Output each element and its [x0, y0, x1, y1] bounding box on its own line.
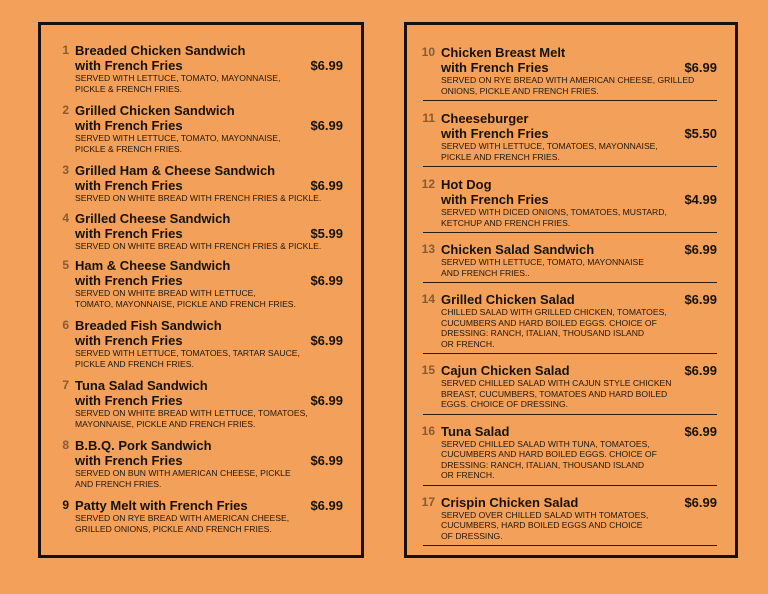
item-number: 17 [421, 494, 435, 509]
description-line: GRILLED ONIONS, PICKLE AND FRENCH FRIES. [75, 523, 272, 534]
item-titles [441, 424, 717, 439]
menu-item-header [423, 424, 717, 439]
item-name-line: Hot Dog [441, 177, 492, 192]
item-price: $5.50 [684, 126, 717, 141]
description-line: AND FRENCH FRIES. [75, 478, 162, 489]
menu-panel-right [404, 22, 738, 558]
item-price: $6.99 [310, 118, 343, 133]
item-name-line: Grilled Cheese Sandwich [75, 210, 231, 226]
item-name-line [441, 424, 717, 439]
item-price: $5.99 [310, 225, 343, 241]
item-number: 3 [62, 163, 69, 177]
item-price: $6.99 [684, 423, 717, 439]
description-line: PICKLE AND FRENCH FRIES. [75, 358, 194, 369]
menu-item-header [423, 45, 717, 75]
item-description [423, 75, 717, 96]
item-number: 10 [421, 45, 435, 59]
description-line: SERVED WITH DICED ONIONS, TOMATOES, MUSTARD, [441, 207, 667, 217]
item-description [57, 513, 343, 534]
description-line: SERVED WITH LETTUCE, TOMATO, MAYONNAISE, [75, 73, 281, 83]
item-name: Crispin Chicken Salad [441, 494, 579, 510]
item-description [423, 257, 717, 278]
menu-item [423, 363, 717, 415]
menu-item [57, 378, 343, 429]
item-name-line-2 [75, 453, 343, 468]
item-subtitle: with French Fries [441, 126, 549, 141]
item-titles [75, 498, 343, 513]
item-number: 4 [62, 210, 69, 225]
item-name-line-2 [75, 58, 343, 73]
item-number: 5 [62, 258, 69, 272]
item-description [57, 241, 343, 252]
item-name: Grilled Chicken Salad [441, 292, 575, 307]
item-description [423, 307, 717, 349]
item-name-line [441, 292, 717, 307]
item-name-line-2 [75, 118, 343, 133]
item-price: $6.99 [684, 292, 717, 307]
description-line: SERVED ON RYE BREAD WITH AMERICAN CHEESE, [75, 513, 290, 523]
item-number: 16 [421, 423, 435, 438]
item-titles [441, 111, 717, 141]
item-titles [75, 43, 343, 73]
item-name-line: Chicken Breast Melt [441, 45, 566, 60]
description-line: MAYONNAISE, PICKLE AND FRENCH FRIES. [75, 418, 256, 429]
item-number: 1 [62, 43, 69, 57]
item-description [423, 207, 717, 228]
item-name-line [441, 363, 717, 378]
item-number: 13 [421, 242, 435, 256]
menu-item [57, 211, 343, 252]
item-description [57, 468, 343, 489]
item-subtitle: with French Fries [75, 225, 183, 241]
description-line: DRESSING: RANCH, ITALIAN, THOUSAND ISLAND [441, 328, 645, 338]
description-line: DRESSING: RANCH, ITALIAN, THOUSAND ISLAND [441, 459, 645, 470]
item-titles [75, 103, 343, 133]
menu-item [57, 498, 343, 534]
description-line: PICKLE & FRENCH FRIES. [75, 83, 182, 94]
description-line: AND FRENCH FRIES.. [441, 267, 530, 278]
menu-item-header [57, 498, 343, 513]
item-number: 6 [62, 318, 69, 332]
item-name-line [441, 242, 717, 257]
item-price: $6.99 [310, 393, 343, 408]
menu-item-header [423, 111, 717, 141]
menu-item-header [423, 363, 717, 378]
item-number: 12 [421, 177, 435, 191]
description-line: CUCUMBERS AND HARD BOILED EGGS. CHOICE OF [441, 317, 657, 328]
item-name-line-2 [75, 178, 343, 193]
item-subtitle: with French Fries [75, 333, 183, 348]
item-titles [441, 45, 717, 75]
description-line: SERVED OVER CHILLED SALAD WITH TOMATOES, [441, 509, 649, 520]
description-line: SERVED ON WHITE BREAD WITH FRENCH FRIES & PICKLE. [75, 193, 322, 203]
item-name-line: Grilled Ham & Cheese Sandwich [75, 163, 276, 178]
item-description [57, 288, 343, 309]
item-number: 2 [62, 103, 69, 117]
item-price: $6.99 [310, 453, 343, 468]
item-description [423, 141, 717, 162]
menu-item [423, 177, 717, 233]
item-subtitle: with French Fries [441, 192, 549, 207]
description-line: ONIONS, PICKLE AND FRENCH FRIES. [441, 85, 599, 96]
menu-item [57, 43, 343, 94]
menu-item [57, 103, 343, 154]
item-price: $6.99 [310, 333, 343, 348]
item-name-line: Breaded Chicken Sandwich [75, 43, 246, 58]
item-name: Chicken Salad Sandwich [441, 242, 595, 257]
item-price: $6.99 [310, 178, 343, 193]
menu-item [57, 438, 343, 489]
item-description [57, 73, 343, 94]
menu-item-header [423, 292, 717, 307]
item-subtitle: with French Fries [441, 60, 549, 75]
item-number: 7 [62, 378, 69, 392]
description-line: KETCHUP AND FRENCH FRIES. [441, 217, 571, 228]
item-price: $4.99 [684, 192, 717, 207]
item-name-line: Grilled Chicken Sandwich [75, 103, 235, 118]
item-name-line-2 [441, 60, 717, 75]
description-line: OR FRENCH. [441, 470, 495, 480]
description-line: SERVED WITH LETTUCE, TOMATO, MAYONNAISE, [75, 133, 281, 143]
item-description [57, 408, 343, 429]
description-line: SERVED ON RYE BREAD WITH AMERICAN CHEESE, GRILLED [441, 75, 695, 85]
menu-item-header [423, 495, 717, 510]
item-subtitle: with French Fries [75, 393, 183, 408]
item-name-line: B.B.Q. Pork Sandwich [75, 438, 212, 453]
menu-item-header [57, 163, 343, 193]
item-titles [441, 177, 717, 207]
item-titles [75, 211, 343, 241]
item-titles [75, 258, 343, 288]
menu-panel-left [38, 22, 364, 558]
item-description [423, 439, 717, 481]
item-name-line: Cheeseburger [441, 111, 529, 126]
item-titles [441, 363, 717, 378]
item-description [423, 378, 717, 410]
item-number: 14 [421, 292, 435, 306]
item-titles [441, 495, 717, 510]
item-name-line: Ham & Cheese Sandwich [75, 258, 231, 273]
item-name-line: Breaded Fish Sandwich [75, 318, 222, 333]
item-number: 8 [62, 438, 69, 452]
description-line: CUCUMBERS, HARD BOILED EGGS AND CHOICE [441, 520, 643, 530]
menu-item [423, 111, 717, 167]
menu-item [423, 45, 717, 101]
item-titles [75, 378, 343, 408]
description-line: PICKLE & FRENCH FRIES. [75, 143, 182, 154]
item-name-line-2 [75, 226, 343, 241]
menu-item-header [57, 211, 343, 241]
item-name-line-2 [75, 393, 343, 408]
description-line: SERVED WITH LETTUCE, TOMATOES, TARTAR SAUCE, [75, 348, 300, 358]
item-titles [75, 438, 343, 468]
description-line: CUCUMBERS AND HARD BOILED EGGS. CHOICE OF [441, 449, 657, 459]
menu-item-header [57, 378, 343, 408]
menu-item [423, 495, 717, 547]
item-price: $6.99 [684, 242, 717, 257]
item-name-line: Tuna Salad Sandwich [75, 378, 208, 393]
description-line: SERVED CHILLED SALAD WITH CAJUN STYLE CHICKEN [441, 378, 672, 388]
menu-item-header [57, 43, 343, 73]
description-line: OR FRENCH. [441, 338, 495, 349]
menu-item-header [57, 318, 343, 348]
item-titles [441, 292, 717, 307]
item-price: $6.99 [310, 58, 343, 73]
item-number: 11 [422, 111, 435, 125]
item-price: $6.99 [684, 60, 717, 75]
item-name-line [441, 495, 717, 510]
item-price: $6.99 [310, 273, 343, 288]
item-description [57, 193, 343, 204]
item-description [423, 510, 717, 542]
item-name-line-2 [441, 192, 717, 207]
description-line: OF DRESSING. [441, 530, 503, 541]
description-line: PICKLE AND FRENCH FRIES. [441, 151, 560, 162]
item-number: 9 [62, 498, 69, 512]
item-number: 15 [421, 363, 435, 377]
menu-item [423, 424, 717, 486]
menu-item-header [423, 242, 717, 257]
item-name-line-2 [441, 126, 717, 141]
item-name-line [75, 498, 343, 513]
menu-item [423, 292, 717, 354]
menu-item [57, 318, 343, 369]
description-line: SERVED WITH LETTUCE, TOMATO, MAYONNAISE [441, 257, 644, 267]
description-line: CHILLED SALAD WITH GRILLED CHICKEN, TOMATOES, [441, 307, 667, 317]
item-subtitle: with French Fries [75, 453, 183, 468]
menu-item [423, 242, 717, 283]
description-line: TOMATO, MAYONNAISE, PICKLE AND FRENCH FRIES. [75, 298, 296, 309]
menu-item [57, 258, 343, 309]
item-subtitle: with French Fries [75, 178, 183, 193]
item-name: Cajun Chicken Salad [441, 363, 570, 378]
item-name: Tuna Salad [441, 423, 510, 439]
item-price: $6.99 [684, 494, 717, 510]
item-description [57, 348, 343, 369]
item-subtitle: with French Fries [75, 58, 183, 73]
description-line: SERVED ON WHITE BREAD WITH LETTUCE, [75, 288, 256, 298]
item-name: Patty Melt with French Fries [75, 498, 248, 513]
description-line: SERVED ON BUN WITH AMERICAN CHEESE, PICKLE [75, 468, 291, 478]
item-description [57, 133, 343, 154]
description-line: SERVED ON WHITE BREAD WITH LETTUCE, TOMATOES, [75, 408, 308, 418]
item-titles [441, 242, 717, 257]
item-titles [75, 318, 343, 348]
menu-item-header [57, 258, 343, 288]
description-line: EGGS. CHOICE OF DRESSING. [441, 399, 569, 409]
item-titles [75, 163, 343, 193]
description-line: SERVED CHILLED SALAD WITH TUNA, TOMATOES, [441, 438, 650, 449]
description-line: SERVED WITH LETTUCE, TOMATOES, MAYONNAISE, [441, 141, 658, 151]
description-line: BREAST, CUCUMBERS, TOMATOES AND HARD BOILED [441, 388, 668, 399]
item-price: $6.99 [310, 498, 343, 513]
menu-item-header [57, 103, 343, 133]
item-price: $6.99 [684, 363, 717, 378]
item-name-line-2 [75, 273, 343, 288]
menu-item-header [423, 177, 717, 207]
menu-item-header [57, 438, 343, 468]
menu-item [57, 163, 343, 204]
item-subtitle: with French Fries [75, 118, 183, 133]
item-subtitle: with French Fries [75, 273, 183, 288]
item-name-line-2 [75, 333, 343, 348]
description-line: SERVED ON WHITE BREAD WITH FRENCH FRIES & PICKLE. [75, 240, 322, 251]
